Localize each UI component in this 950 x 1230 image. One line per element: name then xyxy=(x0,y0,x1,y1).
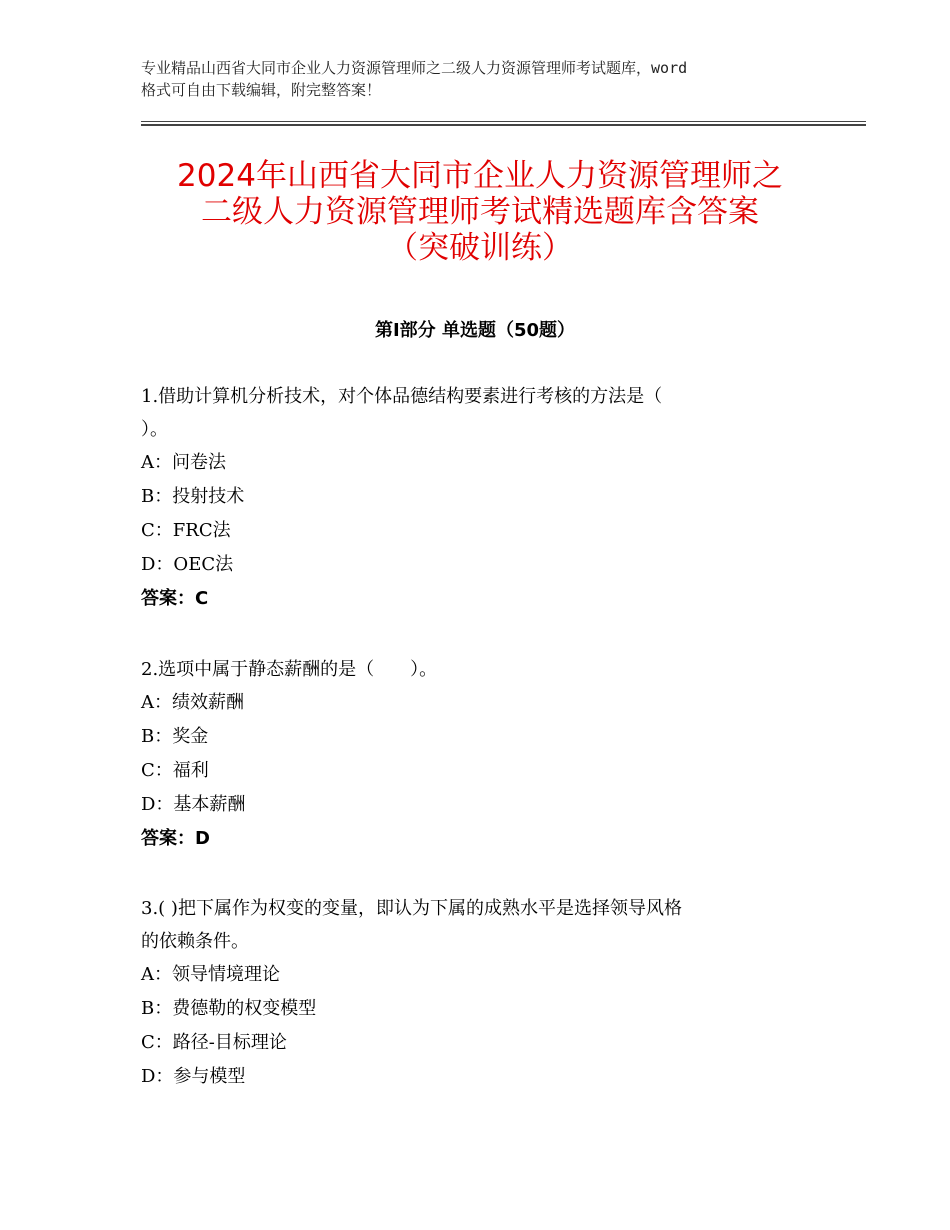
option-a: A：问卷法 xyxy=(141,452,226,473)
document-title xyxy=(100,158,860,266)
question-stem: 1.借助计算机分析技术，对个体品德结构要素进行考核的方法是（ xyxy=(141,386,663,407)
header-note xyxy=(141,57,821,101)
header-divider xyxy=(141,121,866,126)
section-title: 第Ⅰ部分 单选题（50题） xyxy=(374,320,575,341)
option-c: C：FRC法 xyxy=(141,520,231,541)
question-3 xyxy=(141,892,821,1094)
option-d: D：基本薪酬 xyxy=(141,794,246,815)
option-a: A：领导情境理论 xyxy=(141,964,280,985)
option-c: C：路径-目标理论 xyxy=(141,1032,287,1053)
question-stem: 3.( )把下属作为权变的变量，即认为下属的成熟水平是选择领导风格 xyxy=(141,898,682,919)
question-stem-continued: ）。 xyxy=(141,419,168,440)
title-line-2: 二级人力资源管理师考试精选题库含答案 xyxy=(201,194,759,230)
option-b: B：费德勒的权变模型 xyxy=(141,998,317,1019)
question-2 xyxy=(141,653,821,856)
question-stem-continued: 的依赖条件。 xyxy=(141,931,249,952)
header-note-line-2: 格式可自由下载编辑，附完整答案！ xyxy=(141,81,382,99)
header-note-line-1: 专业精品山西省大同市企业人力资源管理师之二级人力资源管理师考试题库，word xyxy=(141,59,688,77)
answer: 答案：C xyxy=(141,588,209,609)
option-d: D：OEC法 xyxy=(141,554,234,575)
option-c: C：福利 xyxy=(141,760,209,781)
question-stem: 2.选项中属于静态薪酬的是（ ）。 xyxy=(141,659,438,680)
option-b: B：奖金 xyxy=(141,726,209,747)
title-line-1: 2024年山西省大同市企业人力资源管理师之 xyxy=(177,158,783,194)
answer: 答案：D xyxy=(141,828,210,849)
option-d: D：参与模型 xyxy=(141,1066,246,1087)
question-1 xyxy=(141,380,821,616)
title-line-3: （突破训练） xyxy=(387,230,573,266)
option-a: A：绩效薪酬 xyxy=(141,692,244,713)
option-b: B：投射技术 xyxy=(141,486,245,507)
